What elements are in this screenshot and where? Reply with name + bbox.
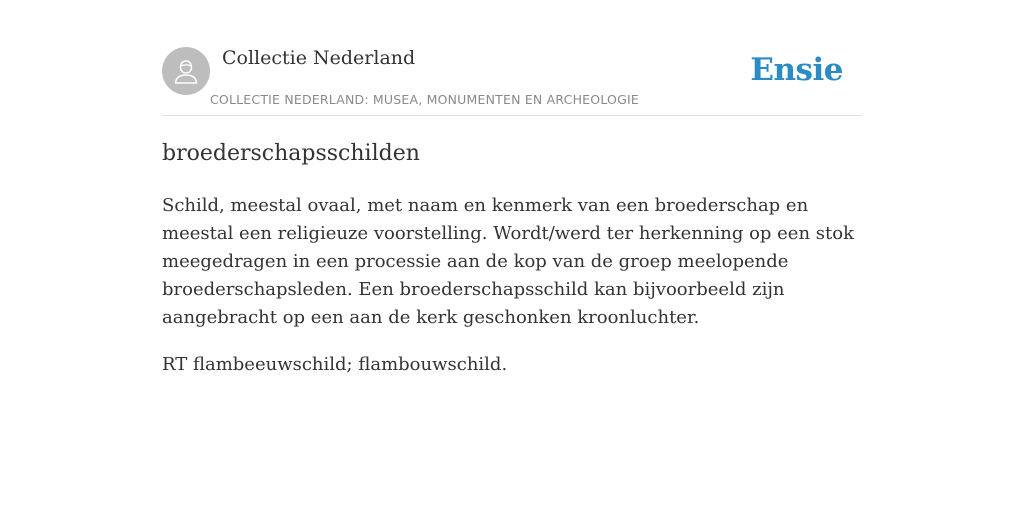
entry-header — [162, 0, 862, 116]
user-icon — [171, 56, 201, 86]
author-avatar[interactable] — [162, 47, 210, 95]
entry-definition: Schild, meestal ovaal, met naam en kenmerk van een broederschap en meestal een religieuze voorstelling. Wordt/werd ter herkenning op een stok meegedragen in een processie aan de kop van de groep meelopende broederschapsleden. Een broederschapsschild kan bijvoorbeeld zijn aangebracht op een aan de kerk geschonken kroonluchter. — [162, 195, 854, 328]
author-name[interactable]: Collectie Nederland — [222, 47, 416, 69]
entry-card — [162, 0, 862, 512]
ensie-logo[interactable]: Ensie — [750, 52, 843, 88]
author-subtitle: COLLECTIE NEDERLAND: MUSEA, MONUMENTEN EN ARCHEOLOGIE — [210, 92, 639, 107]
entry-term: broederschapsschilden — [162, 141, 420, 166]
entry-related-terms: RT flambeeuwschild; flambouwschild. — [162, 354, 508, 375]
